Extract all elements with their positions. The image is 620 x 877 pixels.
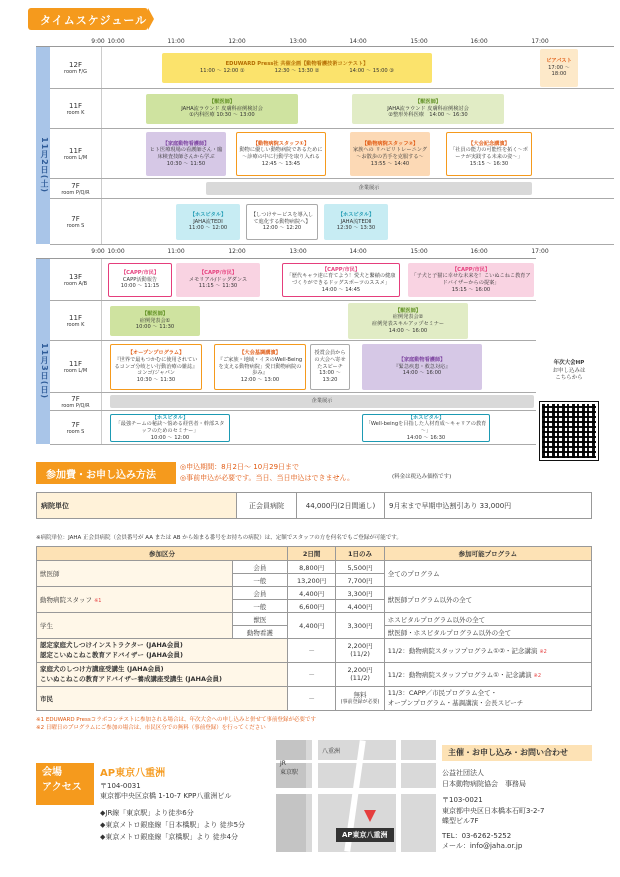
footnotes: ※1 EDUWARD Pressコラボコンテストに参加される場合は、年次大会への申し込みと併せて事前登録が必要です ※2 日曜日のプログラムにご参加の場合は、市民区分での無料（事前登録）を行ってください	[36, 717, 317, 732]
table-row: 家庭犬のしつけ方講座受講生 (JAHA会員) こいぬこねこの教育アドバイザー養成講座受講生 (JAHA会員) － 2,200円 (11/2) 11/2：動物病院スタッフプログラム①・記念講演 ※2	[37, 663, 592, 687]
table-row: 認定家庭犬しつけインストラクター (JAHA会員) 認定こいぬこねこ教育アドバイザー (JAHA会員) － 2,200円 (11/2) 11/2：動物病院スタッフプログラム①②・記念講演 ※2	[37, 639, 592, 663]
row-7f-s	[50, 199, 614, 245]
event-tag: 【獣医師】	[209, 98, 235, 105]
event-dl4[interactable]	[362, 344, 482, 390]
venue-map[interactable]	[276, 740, 436, 852]
event-title: 症例発表会①	[139, 317, 171, 324]
day1-label: 11月2日(土)	[36, 47, 50, 244]
event-title: コンゴ/ジャパン	[137, 370, 175, 377]
map-jr: JR 東京駅	[280, 760, 299, 776]
time-label: 10:00	[107, 38, 125, 45]
event-title: 『世界で最もつかむに使用されているコンゴ分岐とい行動治療の雑誌』	[114, 356, 198, 370]
event-title: 家族への リハビリトレーニング～お散歩の苦手を克服する～	[352, 147, 427, 160]
event-tag: 【大会基調講演】	[239, 350, 281, 357]
event-l1[interactable]	[146, 132, 226, 176]
schedule-day1	[36, 46, 614, 244]
event-title: 症例発表会②	[392, 314, 424, 321]
col-header: 2日間	[288, 547, 336, 561]
event-tag: 【獣医師】	[142, 310, 168, 317]
event-title: EDUWARD Press社 共催企画【動物看護技術コンテスト】	[225, 61, 369, 68]
event-title: 症例発表スキルアップセミナー	[371, 321, 445, 327]
event-k2[interactable]	[352, 94, 504, 124]
time-label: 14:00	[349, 248, 367, 255]
event-tag: 【オープンプログラム】	[127, 350, 185, 357]
time-axis-day2	[36, 248, 606, 258]
time-label: 11:00	[167, 38, 185, 45]
time-label: 16:00	[470, 38, 488, 45]
event-dl3[interactable]	[310, 344, 350, 390]
event-a2[interactable]	[176, 263, 260, 297]
org-early: 9月末まで早期申込割引あり 33,000円	[385, 493, 592, 519]
event-time: 10:30 ～ 11:50	[166, 160, 206, 167]
event-time: 14:00 ～ 16:00	[402, 370, 442, 377]
event-title: 「社員の能力の可能性を拓く～ボーナが実践する未来の姿～」	[450, 147, 528, 160]
event-title: JAHA流TEDⅠ	[193, 218, 223, 225]
hp-note: 年次大会HP お申し込みは こちらから	[552, 360, 586, 382]
event-k1[interactable]	[146, 94, 298, 124]
event-l2[interactable]	[236, 132, 326, 176]
event-l4[interactable]	[446, 132, 532, 176]
event-tag: 【ホスピタル】	[151, 414, 189, 421]
time-label: 16:00	[470, 248, 488, 255]
time-label: 15:00	[410, 248, 428, 255]
event-dl2[interactable]	[214, 344, 306, 390]
fee-note: ◎申込期間：8月2日～ 10月29日まで ◎事前申込が必要です。当日、当日申込はできません。	[180, 463, 354, 482]
time-label: 17:00	[531, 38, 549, 45]
row-11f-k-d2	[50, 301, 536, 341]
event-tag: 【CAPP/市民】	[321, 266, 361, 273]
event-tag: 【CAPP/市民】	[120, 269, 160, 276]
contact-header: 主催・お申し込み・お問い合わせ	[442, 745, 592, 761]
row-7f-pqr-d2	[50, 393, 536, 411]
event-title: 『ご家族・地域・イヌのWell-Beingを支える動物病院」愛日動物病院の歩み』	[217, 356, 303, 377]
event-title: JAHA流ラウンド 皮膚科症例検討会	[387, 105, 469, 112]
col-header: 参加区分	[37, 547, 288, 561]
event-expo-d2[interactable]	[110, 395, 534, 408]
event-ds2[interactable]	[362, 414, 490, 442]
room-label: 11F room K	[50, 301, 102, 340]
fee-tax-note: (料金は税込み価格です)	[392, 474, 452, 480]
event-a3[interactable]	[282, 263, 400, 297]
event-time: 12:30 ～ 13:30	[336, 225, 376, 232]
event-time: 12:45 ～ 13:45	[261, 160, 301, 167]
event-s1[interactable]	[176, 204, 240, 240]
row-13f	[50, 259, 536, 301]
event-tag: 【ホスピタル】	[189, 211, 227, 218]
table-row: 学生 獣医 4,400円 3,300円 ホスピタルプログラム以外の全て	[37, 613, 592, 626]
org-price: 44,000円(2日間通し)	[297, 493, 385, 519]
schedule-day2	[36, 258, 536, 444]
event-title: CAPP活動報告	[122, 276, 158, 283]
venue-access: ◆JR線「東京駅」より徒歩6分 ◆東京メトロ銀座線「日本橋駅」より 徒歩5分 ◆東京メトロ銀座線「京橋駅」より 徒歩4分	[100, 809, 246, 841]
room-label: 7F room S	[50, 411, 102, 444]
org-note: ※病院単位：JAHA 正会員病院（会員番号が AA または AB から始まる番号をお持ちの病院）は、定額でスタッフの方を何名でもご登録が可能です。	[36, 535, 402, 541]
event-a1[interactable]	[108, 263, 172, 297]
venue-name: AP東京八重洲	[100, 768, 166, 779]
row-7f-s-d2	[50, 411, 536, 445]
table-row: 一般 13,200円 7,700円	[37, 574, 592, 587]
time-label: 9:00	[91, 248, 105, 255]
time-label: 13:00	[289, 248, 307, 255]
event-dk1[interactable]	[110, 306, 200, 336]
event-title: 動物に優しい動物病院であるために～診療の中に行動学を取り入れる	[239, 147, 323, 160]
event-title: 「Well-beingを目指した人材育成～キャリアの教育～」	[365, 421, 487, 434]
room-label: 11F room L/M	[50, 129, 102, 178]
event-time: 17:00 ～	[548, 64, 570, 71]
room-label: 11F room K	[50, 89, 102, 128]
event-tag: 【獣医師】	[415, 98, 441, 105]
org-type: 正会員病院	[237, 493, 297, 519]
event-title: 「歴代キャラ達に育てよう！愛犬と繋績の健康づくりができるドッグスポーツのススメ」	[286, 273, 396, 286]
event-tag: 【獣医師】	[395, 307, 421, 314]
event-time: 14:00 ～ 16:30	[406, 434, 446, 441]
event-title: メモリアル/ドッグダンス	[188, 276, 248, 283]
event-title: 「最強チームの秘訣～悩める経営者・幹部スタッフのためのセミナー」	[115, 421, 225, 434]
event-time: 18:00	[551, 71, 567, 78]
table-row: 動物看護 獣医師・ホスピタルプログラム以外の全て	[37, 626, 592, 639]
contact-info: 公益社団法人 日本動物病院協会 事務局 〒103-0021 東京都中央区日本橋本石町3-2-7 蝶型ビル7F TEL：03-6262-5252 メール：info@jaha.or.jp	[442, 769, 545, 850]
time-label: 9:00	[91, 38, 105, 45]
room-label: 12F room F/G	[50, 47, 102, 88]
event-time: 14:00 ～ 14:45	[321, 286, 361, 293]
email-link[interactable]: メール：info@jaha.or.jp	[442, 842, 523, 850]
event-time: 12:30 ～ 13:30 ②	[274, 68, 320, 74]
event-tag: 【大会記念講演】	[468, 140, 510, 147]
event-title: ビアパスト	[546, 57, 572, 64]
schedule-header	[28, 8, 148, 30]
map-yaesu: 八重洲	[322, 748, 341, 755]
event-s2[interactable]	[246, 204, 318, 240]
venue-label: 会場 アクセス	[36, 763, 94, 805]
event-title: ヒト医療現場の看護師さん・臨床検査技師さんから学ぶ	[149, 147, 223, 160]
event-time: 11:00 ～ 12:00 ①	[199, 68, 245, 74]
event-beer[interactable]	[540, 49, 578, 87]
map-pin-icon	[364, 810, 376, 822]
event-title: 企業展示	[311, 398, 333, 405]
event-tag: 【ホスピタル】	[407, 414, 445, 421]
room-label: 11F room L/M	[50, 341, 102, 392]
event-tag: 【ホスピタル】	[337, 211, 375, 218]
event-time: 15:15 ～ 16:00	[451, 286, 491, 293]
event-tag: 【動物病院スタッフ②】	[361, 140, 419, 147]
event-dk2[interactable]	[348, 303, 468, 339]
event-title: 企業展示	[358, 185, 380, 192]
table-row: 市民 － 無料 (事前登録が必要) 11/3：CAPP／市民プログラム全て・ オープンプログラム・基調講演・会長スピーチ	[37, 687, 592, 711]
event-contest[interactable]	[162, 53, 432, 83]
row-12f	[50, 47, 614, 89]
event-expo[interactable]	[206, 182, 532, 195]
time-label: 15:00	[410, 38, 428, 45]
qr-code[interactable]	[540, 402, 598, 460]
event-time: 14:00 ～ 16:00	[388, 327, 428, 334]
event-time: ①内科医療 10:30 ～ 13:00	[189, 112, 255, 119]
venue-address: 〒104-0031 東京都中央区京橋 1-10-7 KPP八重洲ビル	[100, 782, 232, 800]
event-title: 授賞会員からの大会へ寄せたスピーチ	[314, 350, 346, 370]
time-label: 17:00	[531, 248, 549, 255]
fee-title: 参加費・お申し込み方法	[36, 462, 176, 484]
event-title: JAHA流ラウンド 皮膚科症例検討会	[181, 105, 263, 112]
event-title: 「子犬と子猫に幸せな未来を！こいぬこねこ教育アドバイザーからの提案」	[411, 273, 531, 286]
event-time: ②整形外科医療 14:00 ～ 16:30	[388, 112, 468, 119]
org-label: 病院単位	[37, 493, 237, 519]
room-label: 7F room S	[50, 199, 102, 244]
event-time: 12:00 ～ 13:00	[240, 377, 280, 384]
map-venue-label: AP東京八重洲	[336, 828, 394, 842]
row-11f-lm-d2	[50, 341, 536, 393]
event-tag: 【CAPP/市民】	[198, 269, 238, 276]
event-time: 10:00 ～ 11:30	[135, 324, 175, 331]
event-ds1[interactable]	[110, 414, 230, 442]
col-header: 参加可能プログラム	[384, 547, 591, 561]
table-row: 動物病院スタッフ ※1 会員 4,400円 3,300円 獣医師プログラム以外の全て	[37, 587, 592, 600]
event-time: 13:00 ～ 13:20	[319, 370, 341, 384]
time-label: 13:00	[289, 38, 307, 45]
event-tag: 【家庭動物看護師】	[398, 356, 446, 363]
event-time: 10:00 ～ 11:15	[120, 283, 160, 290]
event-a4[interactable]	[408, 263, 534, 297]
event-time: 13:55 ～ 14:40	[370, 160, 410, 167]
event-time: 14:00 ～ 15:00 ③	[349, 68, 395, 74]
table-row: 獣医師 会員 8,800円 5,500円 全てのプログラム	[37, 561, 592, 574]
time-label: 12:00	[228, 248, 246, 255]
event-time: 10:30 ～ 11:30	[136, 377, 176, 384]
event-title: 【しつけサービスを導入して進化する動物病院へ】	[250, 211, 314, 225]
schedule-title: タイムスケジュール	[40, 14, 148, 27]
room-label: 7F room P/Q/R	[50, 393, 102, 410]
day2-label: 11月3日(日)	[36, 259, 50, 444]
col-header: 1日のみ	[336, 547, 384, 561]
event-time: 11:00 ～ 12:00	[188, 225, 228, 232]
time-label: 12:00	[228, 38, 246, 45]
event-tag: 【家庭動物看護師】	[162, 140, 210, 147]
room-label: 13F room A/B	[50, 259, 102, 300]
price-table	[36, 546, 592, 711]
event-title: 『緊急疾患・救急対応』	[393, 363, 451, 370]
event-tag: 【CAPP/市民】	[451, 266, 491, 273]
row-11f-k	[50, 89, 614, 129]
event-time: 12:00 ～ 12:20	[262, 225, 302, 232]
time-label: 11:00	[167, 248, 185, 255]
event-title: JAHA流TEDⅡ	[340, 218, 372, 225]
event-time: 10:00 ～ 12:00	[150, 434, 190, 441]
row-11f-lm	[50, 129, 614, 179]
table-row: 一般 6,600円 4,400円	[37, 600, 592, 613]
event-time: 11:15 ～ 11:30	[198, 283, 238, 290]
event-l3[interactable]	[350, 132, 430, 176]
org-fee-table	[36, 492, 592, 519]
time-label: 10:00	[107, 248, 125, 255]
event-dl1[interactable]	[110, 344, 202, 390]
row-7f-pqr	[50, 179, 614, 199]
event-time: 15:15 ～ 16:30	[469, 160, 509, 167]
time-label: 14:00	[349, 38, 367, 45]
room-label: 7F room P/Q/R	[50, 179, 102, 198]
event-s3[interactable]	[324, 204, 388, 240]
event-tag: 【動物病院スタッフ①】	[252, 140, 310, 147]
